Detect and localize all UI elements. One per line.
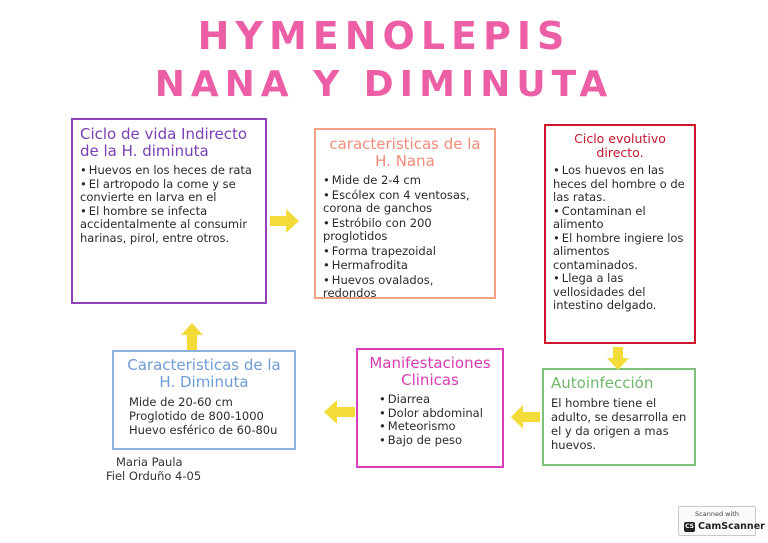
list-caracteristicas-nana [323, 174, 487, 301]
list-item: • Huevos ovalados, redondos [323, 274, 487, 301]
box-autoinfeccion [542, 368, 696, 466]
box-title-ciclo-directo: Ciclo evolutivo directo. [574, 131, 666, 160]
list-item: • Dolor abdominal [379, 407, 495, 421]
box-caracteristicas-diminuta [112, 350, 296, 450]
signature [106, 455, 201, 483]
box-ciclo-indirecto [71, 118, 267, 304]
watermark-brand: CamScanner [698, 521, 765, 532]
list-item: • El hombre se infecta accidentalmente al consumir harinas, pirol, entre otros. [80, 205, 258, 246]
list-ciclo-indirecto [80, 164, 258, 245]
box-title-ciclo-indirecto: Ciclo de vida Indirecto de la H. diminuta [80, 125, 248, 160]
box-caracteristicas-nana [314, 128, 496, 299]
list-item: • Bajo de peso [379, 434, 495, 448]
list-item: • Diarrea [379, 393, 495, 407]
box-title-caracteristicas-nana: caracteristicas de la H. Nana [329, 135, 481, 170]
title-line-1: HYMENOLEPIS [197, 14, 571, 58]
list-item: • Estróbilo con 200 proglotidos [323, 217, 487, 244]
camscanner-logo: CS [685, 523, 694, 530]
autoinfeccion-text: El hombre tiene el adulto, se desarrolla en el y da origen a mas huevos. [551, 396, 687, 452]
list-item: • Los huevos en las heces del hombre o de las ratas. [553, 164, 687, 205]
list-item: • Meteorismo [379, 420, 495, 434]
title-line-2: NANA Y DIMINUTA [154, 64, 614, 105]
list-item: • Escólex con 4 ventosas, corona de ganchos [323, 189, 487, 216]
watermark-top-text: Scanned with [695, 510, 739, 518]
arrow-down-icon [606, 347, 630, 371]
diminuta-line: Proglotido de 800-1000 [129, 409, 264, 423]
list-item: • El artropodo la come y se convierte en larva en el [80, 178, 258, 205]
list-item: • Huevos en los heces de rata [80, 164, 258, 178]
box-title-manifestaciones: Manifestaciones Clinicas [369, 354, 491, 389]
list-item: • Hermafrodita [323, 259, 487, 273]
list-manifestaciones [365, 393, 495, 447]
arrow-left-icon [323, 400, 355, 424]
list-item: • Llega a las vellosidades del intestino delgado. [553, 272, 687, 313]
diminuta-line: Huevo esférico de 60-80u [129, 423, 278, 437]
list-ciclo-directo [553, 164, 687, 313]
arrow-left-icon [510, 405, 540, 429]
box-manifestaciones [356, 348, 504, 468]
box-title-autoinfeccion: Autoinfección [551, 374, 654, 392]
arrow-up-icon [180, 322, 204, 350]
list-item: • Forma trapezoidal [323, 245, 487, 259]
signature-name: Maria Paula [116, 455, 183, 469]
list-item: • El hombre ingiere los alimentos contaminados. [553, 232, 687, 273]
list-item: • Contaminan el alimento [553, 205, 687, 232]
signature-detail: Fiel Orduño 4-05 [106, 469, 202, 483]
camscanner-watermark [678, 506, 765, 536]
box-ciclo-directo [544, 124, 696, 344]
list-item: • Mide de 2-4 cm [323, 174, 487, 188]
box-title-caracteristicas-diminuta: Caracteristicas de la H. Diminuta [127, 356, 281, 391]
arrow-right-icon [270, 208, 300, 234]
diminuta-line: Mide de 20-60 cm [129, 395, 233, 409]
